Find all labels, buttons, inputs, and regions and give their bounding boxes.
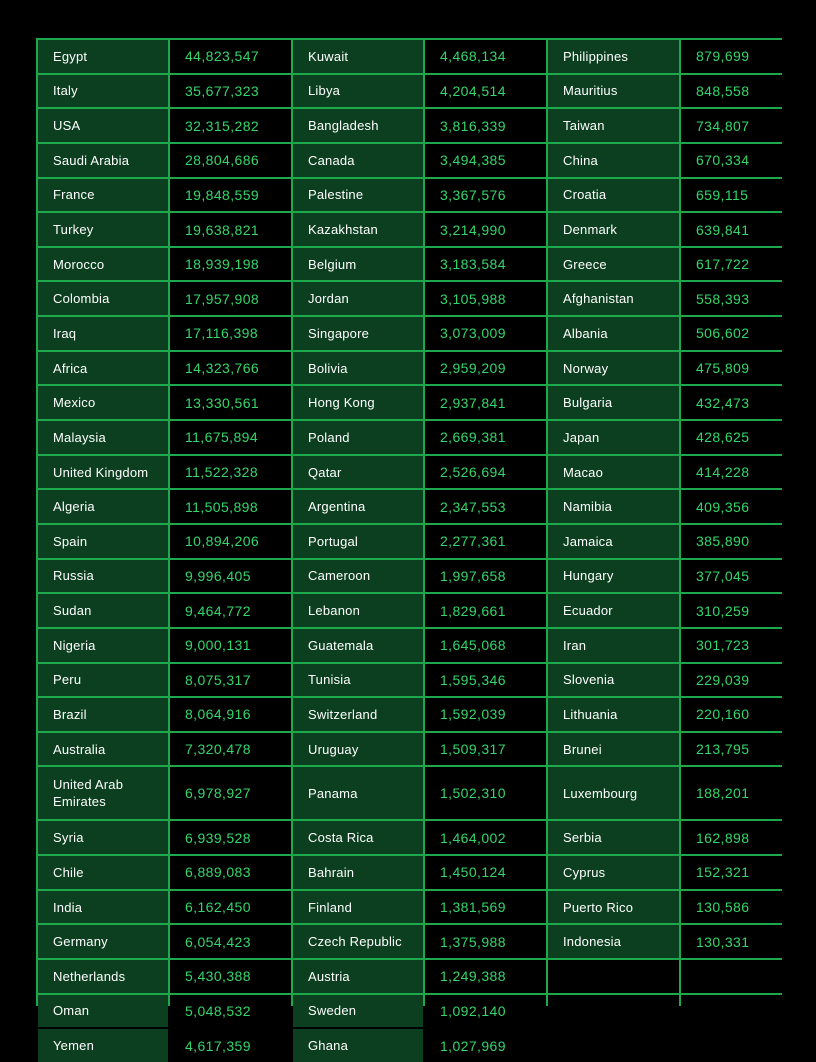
- country-value-cell: 1,249,388: [425, 960, 546, 993]
- empty-cell: [548, 960, 679, 993]
- country-value-cell: 130,331: [681, 925, 790, 958]
- country-name-cell: United Kingdom: [38, 456, 168, 489]
- country-name-cell: Brazil: [38, 698, 168, 731]
- country-name-cell: Brunei: [548, 733, 679, 766]
- country-value-cell: 3,105,988: [425, 282, 546, 315]
- country-value-cell: 3,367,576: [425, 179, 546, 212]
- country-value-cell: 19,638,821: [170, 213, 291, 246]
- country-value-cell: 409,356: [681, 490, 790, 523]
- country-name-cell: Taiwan: [548, 109, 679, 142]
- country-name-cell: Spain: [38, 525, 168, 558]
- country-value-cell: 152,321: [681, 856, 790, 889]
- country-value-cell: 13,330,561: [170, 386, 291, 419]
- country-name-cell: Guatemala: [293, 629, 423, 662]
- country-value-cell: 213,795: [681, 733, 790, 766]
- country-name-cell: Qatar: [293, 456, 423, 489]
- country-value-cell: 432,473: [681, 386, 790, 419]
- country-value-cell: 17,116,398: [170, 317, 291, 350]
- country-name-cell: Tunisia: [293, 664, 423, 697]
- country-name-cell: Palestine: [293, 179, 423, 212]
- country-name-cell: Morocco: [38, 248, 168, 281]
- country-name-cell: Syria: [38, 821, 168, 854]
- country-name-cell: Singapore: [293, 317, 423, 350]
- country-value-cell: 2,937,841: [425, 386, 546, 419]
- country-name-cell: Costa Rica: [293, 821, 423, 854]
- country-value-cell: 310,259: [681, 594, 790, 627]
- country-name-cell: Russia: [38, 560, 168, 593]
- country-name-cell: India: [38, 891, 168, 924]
- country-name-cell: Chile: [38, 856, 168, 889]
- country-value-cell: 6,939,528: [170, 821, 291, 854]
- country-name-cell: Malaysia: [38, 421, 168, 454]
- country-value-cell: 14,323,766: [170, 352, 291, 385]
- country-name-cell: Japan: [548, 421, 679, 454]
- country-value-cell: 1,381,569: [425, 891, 546, 924]
- country-name-cell: Africa: [38, 352, 168, 385]
- country-value-cell: 130,586: [681, 891, 790, 924]
- country-name-cell: Mauritius: [548, 75, 679, 108]
- country-name-cell: Canada: [293, 144, 423, 177]
- country-name-cell: Netherlands: [38, 960, 168, 993]
- country-value-cell: 8,075,317: [170, 664, 291, 697]
- country-value-cell: 1,027,969: [425, 1029, 546, 1062]
- country-value-cell: 1,592,039: [425, 698, 546, 731]
- country-value-cell: 44,823,547: [170, 40, 291, 73]
- country-value-cell: 19,848,559: [170, 179, 291, 212]
- country-value-cell: 11,522,328: [170, 456, 291, 489]
- country-name-cell: Bolivia: [293, 352, 423, 385]
- country-name-cell: Denmark: [548, 213, 679, 246]
- empty-cell: [681, 960, 790, 993]
- country-value-cell: 2,277,361: [425, 525, 546, 558]
- country-value-cell: 848,558: [681, 75, 790, 108]
- country-name-cell: Finland: [293, 891, 423, 924]
- country-value-cell: 2,347,553: [425, 490, 546, 523]
- empty-cell: [548, 1029, 679, 1062]
- country-value-cell: 3,073,009: [425, 317, 546, 350]
- country-value-cell: 301,723: [681, 629, 790, 662]
- country-name-cell: Yemen: [38, 1029, 168, 1062]
- country-value-cell: 475,809: [681, 352, 790, 385]
- country-name-cell: Iraq: [38, 317, 168, 350]
- country-value-cell: 18,939,198: [170, 248, 291, 281]
- country-name-cell: Lebanon: [293, 594, 423, 627]
- country-value-cell: 1,829,661: [425, 594, 546, 627]
- country-value-cell: 3,816,339: [425, 109, 546, 142]
- country-name-cell: Indonesia: [548, 925, 679, 958]
- country-name-cell: Uruguay: [293, 733, 423, 766]
- country-value-cell: 1,092,140: [425, 995, 546, 1028]
- country-name-cell: Lithuania: [548, 698, 679, 731]
- country-value-cell: 3,214,990: [425, 213, 546, 246]
- country-name-cell: Philippines: [548, 40, 679, 73]
- country-value-cell: 10,894,206: [170, 525, 291, 558]
- country-value-cell: 2,526,694: [425, 456, 546, 489]
- country-name-cell: Norway: [548, 352, 679, 385]
- country-value-cell: 670,334: [681, 144, 790, 177]
- country-value-cell: 1,375,988: [425, 925, 546, 958]
- country-name-cell: Argentina: [293, 490, 423, 523]
- country-value-cell: 3,183,584: [425, 248, 546, 281]
- country-name-cell: Afghanistan: [548, 282, 679, 315]
- country-value-cell: 3,494,385: [425, 144, 546, 177]
- country-name-cell: Mexico: [38, 386, 168, 419]
- country-value-cell: 385,890: [681, 525, 790, 558]
- country-name-cell: Germany: [38, 925, 168, 958]
- country-value-cell: 377,045: [681, 560, 790, 593]
- country-value-cell: 617,722: [681, 248, 790, 281]
- country-name-cell: Italy: [38, 75, 168, 108]
- country-value-cell: 6,054,423: [170, 925, 291, 958]
- country-value-cell: 1,509,317: [425, 733, 546, 766]
- country-name-cell: Czech Republic: [293, 925, 423, 958]
- country-value-cell: 188,201: [681, 767, 790, 819]
- country-name-cell: Jamaica: [548, 525, 679, 558]
- country-value-cell: 5,048,532: [170, 995, 291, 1028]
- country-name-cell: Bangladesh: [293, 109, 423, 142]
- country-value-cell: 734,807: [681, 109, 790, 142]
- country-value-cell: 2,959,209: [425, 352, 546, 385]
- country-name-cell: Hungary: [548, 560, 679, 593]
- country-name-cell: Namibia: [548, 490, 679, 523]
- country-name-cell: France: [38, 179, 168, 212]
- country-value-cell: 506,602: [681, 317, 790, 350]
- country-name-cell: Macao: [548, 456, 679, 489]
- country-value-cell: 35,677,323: [170, 75, 291, 108]
- country-value-cell: 4,204,514: [425, 75, 546, 108]
- country-name-cell: Albania: [548, 317, 679, 350]
- country-value-cell: 11,675,894: [170, 421, 291, 454]
- country-name-cell: China: [548, 144, 679, 177]
- country-value-cell: 1,464,002: [425, 821, 546, 854]
- country-value-cell: 7,320,478: [170, 733, 291, 766]
- country-name-cell: United Arab Emirates: [38, 767, 168, 819]
- country-name-cell: Croatia: [548, 179, 679, 212]
- country-name-cell: Portugal: [293, 525, 423, 558]
- country-name-cell: Colombia: [38, 282, 168, 315]
- country-value-table: [36, 38, 782, 1054]
- country-value-cell: 220,160: [681, 698, 790, 731]
- country-name-cell: Peru: [38, 664, 168, 697]
- country-name-cell: Iran: [548, 629, 679, 662]
- country-name-cell: Oman: [38, 995, 168, 1028]
- country-name-cell: Poland: [293, 421, 423, 454]
- country-name-cell: Serbia: [548, 821, 679, 854]
- country-value-cell: 32,315,282: [170, 109, 291, 142]
- country-name-cell: Egypt: [38, 40, 168, 73]
- empty-cell: [681, 995, 790, 1028]
- country-value-cell: 6,978,927: [170, 767, 291, 819]
- country-value-cell: 414,228: [681, 456, 790, 489]
- country-value-cell: 4,617,359: [170, 1029, 291, 1062]
- country-name-cell: Bahrain: [293, 856, 423, 889]
- country-value-cell: 2,669,381: [425, 421, 546, 454]
- empty-cell: [681, 1029, 790, 1062]
- country-value-cell: 9,000,131: [170, 629, 291, 662]
- country-value-cell: 428,625: [681, 421, 790, 454]
- country-value-cell: 229,039: [681, 664, 790, 697]
- country-value-cell: 639,841: [681, 213, 790, 246]
- country-value-cell: 17,957,908: [170, 282, 291, 315]
- country-value-cell: 1,450,124: [425, 856, 546, 889]
- country-value-cell: 162,898: [681, 821, 790, 854]
- country-name-cell: USA: [38, 109, 168, 142]
- country-name-cell: Panama: [293, 767, 423, 819]
- country-name-cell: Switzerland: [293, 698, 423, 731]
- country-value-cell: 6,162,450: [170, 891, 291, 924]
- country-name-cell: Cameroon: [293, 560, 423, 593]
- country-value-cell: 11,505,898: [170, 490, 291, 523]
- country-name-cell: Algeria: [38, 490, 168, 523]
- country-name-cell: Australia: [38, 733, 168, 766]
- country-value-cell: 28,804,686: [170, 144, 291, 177]
- country-name-cell: Puerto Rico: [548, 891, 679, 924]
- country-value-cell: 1,502,310: [425, 767, 546, 819]
- country-value-cell: 8,064,916: [170, 698, 291, 731]
- country-value-cell: 1,997,658: [425, 560, 546, 593]
- empty-cell: [548, 995, 679, 1028]
- country-name-cell: Hong Kong: [293, 386, 423, 419]
- country-value-cell: 1,595,346: [425, 664, 546, 697]
- country-value-cell: 4,468,134: [425, 40, 546, 73]
- country-name-cell: Jordan: [293, 282, 423, 315]
- country-value-cell: 6,889,083: [170, 856, 291, 889]
- country-value-cell: 5,430,388: [170, 960, 291, 993]
- country-name-cell: Austria: [293, 960, 423, 993]
- country-name-cell: Greece: [548, 248, 679, 281]
- country-name-cell: Sudan: [38, 594, 168, 627]
- country-name-cell: Ecuador: [548, 594, 679, 627]
- country-name-cell: Cyprus: [548, 856, 679, 889]
- country-name-cell: Sweden: [293, 995, 423, 1028]
- country-name-cell: Slovenia: [548, 664, 679, 697]
- country-value-cell: 659,115: [681, 179, 790, 212]
- country-name-cell: Saudi Arabia: [38, 144, 168, 177]
- country-name-cell: Kazakhstan: [293, 213, 423, 246]
- country-name-cell: Ghana: [293, 1029, 423, 1062]
- country-name-cell: Kuwait: [293, 40, 423, 73]
- country-value-cell: 9,464,772: [170, 594, 291, 627]
- country-value-cell: 1,645,068: [425, 629, 546, 662]
- country-name-cell: Luxembourg: [548, 767, 679, 819]
- country-name-cell: Turkey: [38, 213, 168, 246]
- country-value-cell: 879,699: [681, 40, 790, 73]
- country-name-cell: Libya: [293, 75, 423, 108]
- country-name-cell: Bulgaria: [548, 386, 679, 419]
- country-value-cell: 558,393: [681, 282, 790, 315]
- country-name-cell: Belgium: [293, 248, 423, 281]
- country-name-cell: Nigeria: [38, 629, 168, 662]
- country-value-cell: 9,996,405: [170, 560, 291, 593]
